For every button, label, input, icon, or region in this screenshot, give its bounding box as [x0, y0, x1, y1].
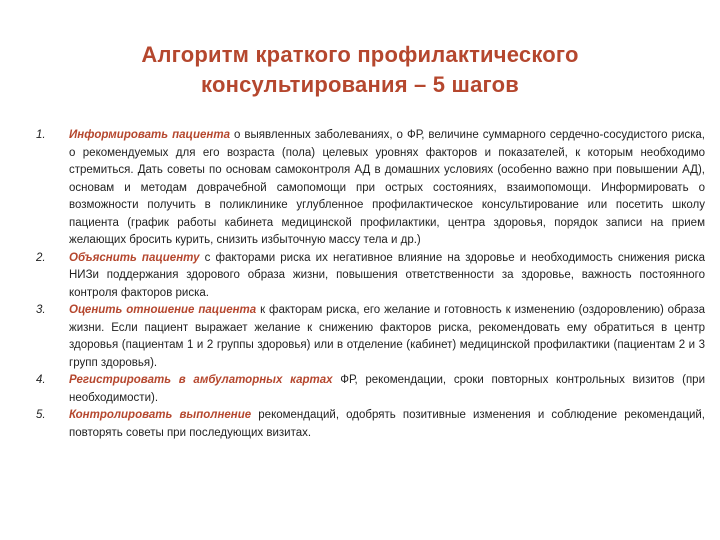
step-body: к факторам риска, его желание и готовность к изменению (оздоровлению) образа жизни. Если пациент выражает желание к снижению факторов риска, рекомендовать ему обратиться в центр здоровья (пациентам 1 и 2 группы здоровья) или в отделение (кабинет) медицинской профилактики (пациентам 2 и 3 групп здоровья).: [69, 304, 705, 369]
step-item: [36, 372, 705, 407]
step-number: 4.: [36, 374, 46, 386]
step-item: [36, 302, 705, 372]
title-line-1: Алгоритм краткого профилактического: [141, 42, 579, 67]
step-text: [69, 302, 705, 372]
slide-title: [60, 40, 660, 100]
title-line-2: консультирования – 5 шагов: [201, 72, 519, 97]
step-key-phrase: Оценить отношение пациента: [69, 304, 257, 316]
step-key-phrase: Контролировать выполнение: [69, 409, 252, 421]
step-number: 2.: [36, 251, 46, 264]
step-text: [69, 127, 705, 250]
step-text: [69, 407, 705, 442]
step-text: [69, 372, 705, 407]
step-text: [69, 250, 705, 303]
step-item: [36, 407, 705, 442]
step-body: с факторами риска их негативное влияние на здоровье и необходимость снижения риска НИЗи поддержания здорового образа жизни, повышения ответственности за здоровье, важность постоянного контроля факторов риска.: [69, 251, 705, 299]
step-key-phrase: Регистрировать в амбулаторных картах: [69, 374, 333, 386]
step-number: 3.: [36, 304, 46, 316]
step-item: [36, 250, 705, 303]
step-body: о выявленных заболеваниях, о ФР, величине суммарного сердечно-сосудистого риска, о рекомендуемых для его возраста (пола) целевых уровнях факторов и показателей, к которым необходимо стремиться. Дать советы по основам самоконтроля АД в домашних условиях (особенно важно при повышении АД), основам и методам доврачебной самопомощи при острых состояниях, взаимопомощи. Информировать о возможности получить в поликлинике углубленное профилактическое консультирование или посетить школу пациента (график работы кабинета медицинской профилактики, центра здоровья, порядок записи на прием желающих бросить курить, снизить избыточную массу тела и др.): [69, 129, 706, 246]
step-key-phrase: Информировать пациента: [69, 129, 230, 141]
step-body: рекомендаций, одобрять позитивные изменения и соблюдение рекомендаций, повторять советы при последующих визитах.: [69, 409, 705, 439]
step-key-phrase: Объяснить пациенту: [69, 251, 200, 264]
step-item: [36, 127, 705, 250]
step-body: ФР, рекомендации, сроки повторных контрольных визитов (при необходимости).: [69, 374, 705, 404]
steps-list: [36, 127, 705, 442]
step-number: 5.: [36, 409, 46, 421]
step-number: 1.: [36, 129, 46, 141]
